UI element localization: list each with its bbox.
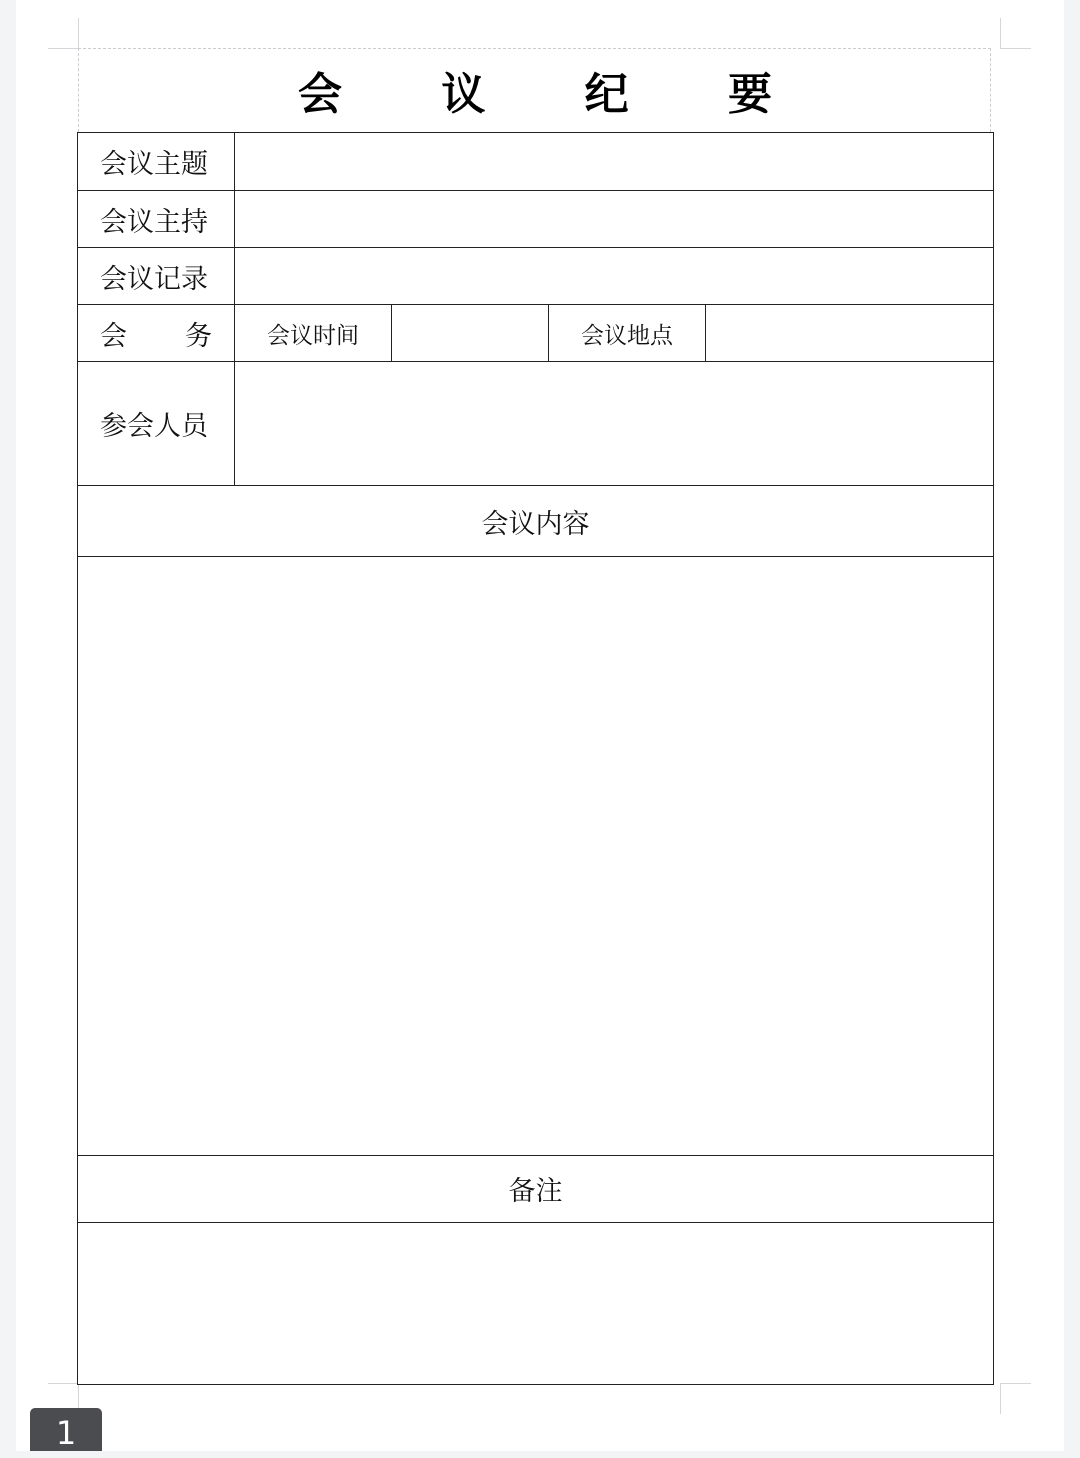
remarks-body-row: [78, 1222, 994, 1384]
remarks-value-cell[interactable]: [78, 1222, 994, 1384]
affairs-label-part1: 会: [100, 320, 127, 352]
content-body-row: [78, 557, 994, 1155]
recorder-label: 会议记录: [78, 248, 235, 305]
time-value-cell[interactable]: [392, 305, 549, 362]
page-corner-mark-top-left: [48, 18, 79, 49]
topic-label: 会议主题: [78, 133, 235, 191]
host-value-cell[interactable]: [235, 191, 994, 248]
attendees-row: [78, 362, 994, 486]
remarks-header-row: [78, 1155, 994, 1222]
page-corner-mark-bottom-right: [1000, 1383, 1031, 1414]
affairs-row: [78, 305, 994, 362]
content-header: 会议内容: [78, 486, 994, 557]
document-title: 会 议 纪 要: [298, 69, 814, 120]
recorder-value-cell[interactable]: [235, 248, 994, 305]
time-label: 会议时间: [235, 305, 392, 362]
location-value-cell[interactable]: [706, 305, 994, 362]
topic-value-cell[interactable]: [235, 133, 994, 191]
host-row: [78, 191, 994, 248]
page-number-badge[interactable]: 1: [30, 1408, 102, 1451]
recorder-row: [78, 248, 994, 305]
attendees-value-cell[interactable]: [235, 362, 994, 486]
affairs-label-part2: 务: [185, 320, 212, 352]
location-label: 会议地点: [549, 305, 706, 362]
topic-row: [78, 133, 994, 191]
page-corner-mark-top-right: [1000, 18, 1031, 49]
meeting-minutes-form: [77, 132, 994, 1385]
host-label: 会议主持: [78, 191, 235, 248]
affairs-label: [78, 305, 235, 362]
content-value-cell[interactable]: [78, 557, 994, 1155]
content-header-row: [78, 486, 994, 557]
attendees-label: 参会人员: [78, 362, 235, 486]
remarks-header: 备注: [78, 1155, 994, 1222]
